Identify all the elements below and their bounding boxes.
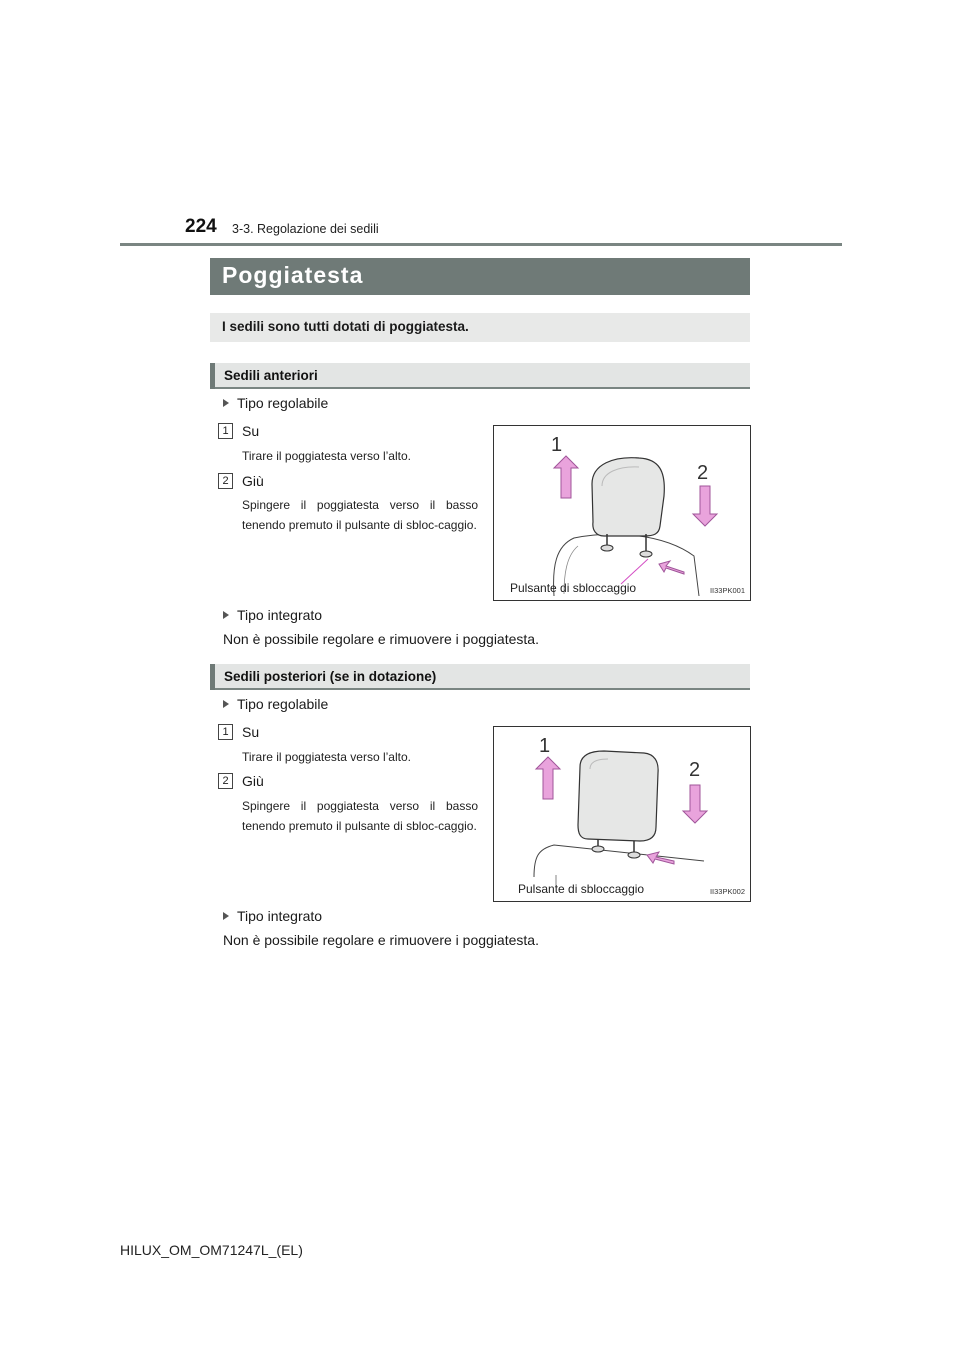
- bullet-triangle-icon: [223, 912, 229, 920]
- rear-headrest-illustration: [494, 727, 750, 901]
- rear-seats-heading-text: Sedili posteriori (se in dotazione): [224, 669, 437, 684]
- front-integrated-label: Tipo integrato: [237, 607, 323, 623]
- figure-marker-1: 1: [551, 434, 563, 456]
- figure-marker-2: 2: [689, 759, 701, 781]
- heading-accent-bar: [210, 363, 215, 389]
- front-headrest-figure: [493, 425, 751, 601]
- rear-item-1-number: 1: [218, 724, 233, 740]
- rear-item-1-desc: Tirare il poggiatesta verso l’alto.: [242, 750, 411, 764]
- rear-seats-heading: [210, 664, 750, 690]
- section-reference: 3-3. Regolazione dei sedili: [232, 222, 379, 236]
- rear-item-2-label: Giù: [242, 773, 264, 789]
- figure-marker-1: 1: [539, 735, 551, 757]
- document-code-footer: HILUX_OM_OM71247L_(EL): [120, 1242, 303, 1258]
- front-integrated-bullet: [223, 607, 322, 623]
- figure-caption: Pulsante di sbloccaggio: [518, 882, 645, 896]
- bullet-triangle-icon: [223, 399, 229, 407]
- front-item-1-number: 1: [218, 423, 233, 439]
- heading-accent-bar: [210, 664, 215, 690]
- front-adjustable-bullet: [223, 395, 328, 411]
- intro-box: [210, 313, 750, 342]
- front-item-1-label: Su: [242, 423, 260, 439]
- figure-caption: Pulsante di sbloccaggio: [510, 581, 637, 595]
- front-item-2-number: 2: [218, 473, 233, 489]
- rear-integrated-label: Tipo integrato: [237, 908, 323, 924]
- page-number: 224: [185, 216, 217, 237]
- rear-headrest-figure: [493, 726, 751, 902]
- header-divider: [120, 243, 842, 246]
- bullet-triangle-icon: [223, 700, 229, 708]
- front-adjustable-label: Tipo regolabile: [237, 395, 329, 411]
- figure-code: II33PK001: [709, 586, 745, 595]
- front-seats-heading: [210, 363, 750, 389]
- front-seats-heading-text: Sedili anteriori: [224, 368, 318, 383]
- rear-item-1-label: Su: [242, 724, 260, 740]
- rear-integrated-text: Non è possibile regolare e rimuovere i poggiatesta.: [223, 932, 539, 948]
- front-headrest-illustration: [494, 426, 750, 600]
- page-title-bar: [210, 258, 750, 295]
- bullet-triangle-icon: [223, 611, 229, 619]
- rear-item-2-desc: Spingere il poggiatesta verso il basso tenendo premuto il pulsante di sbloc-caggio.: [242, 799, 478, 833]
- front-item-2-desc: Spingere il poggiatesta verso il basso tenendo premuto il pulsante di sbloc-caggio.: [242, 498, 478, 532]
- front-integrated-text: Non è possibile regolare e rimuovere i poggiatesta.: [223, 631, 539, 647]
- rear-adjustable-label: Tipo regolabile: [237, 696, 329, 712]
- page-title: Poggiatesta: [222, 262, 364, 288]
- front-item-2-label: Giù: [242, 473, 264, 489]
- rear-item-2-number: 2: [218, 773, 233, 789]
- intro-text: I sedili sono tutti dotati di poggiatesta.: [222, 319, 469, 334]
- front-item-1-desc: Tirare il poggiatesta verso l’alto.: [242, 449, 411, 463]
- figure-marker-2: 2: [697, 462, 709, 484]
- rear-integrated-bullet: [223, 908, 322, 924]
- figure-code: II33PK002: [709, 887, 745, 896]
- rear-adjustable-bullet: [223, 696, 328, 712]
